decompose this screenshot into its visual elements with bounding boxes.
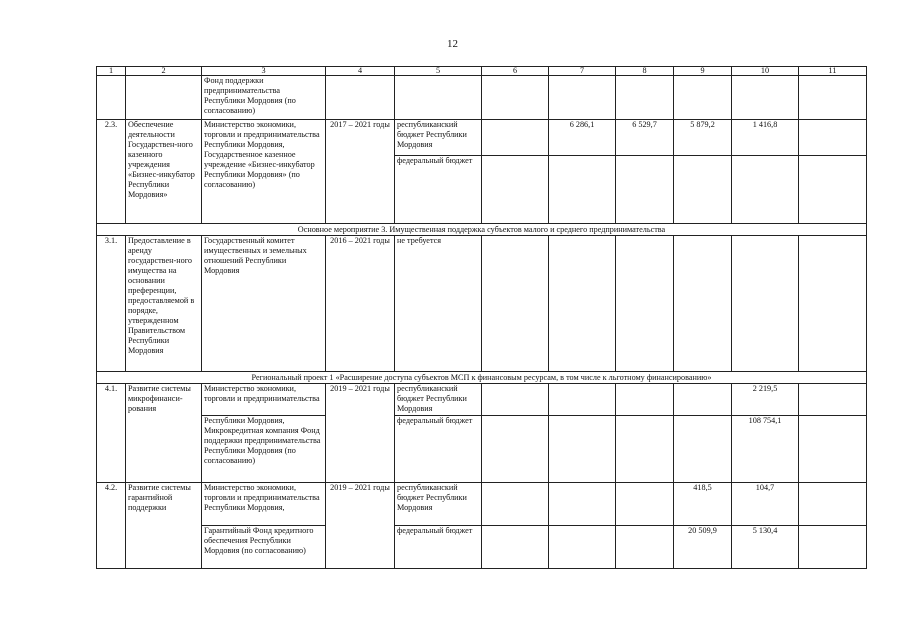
column-number: 7 (549, 67, 616, 76)
amount-cell: 2 219,5 (732, 384, 799, 416)
row-number: 3.1. (97, 236, 126, 372)
funding-source: не требуется (395, 236, 482, 372)
column-number: 10 (732, 67, 799, 76)
amount-cell: 20 509,9 (674, 526, 732, 569)
column-number: 4 (326, 67, 395, 76)
row-number: 4.2. (97, 483, 126, 569)
funding-source: федеральный бюджет (395, 416, 482, 483)
column-number: 2 (126, 67, 202, 76)
amount-cell: 108 754,1 (732, 416, 799, 483)
table-row (97, 483, 867, 526)
period-cell: 2019 – 2021 годы (326, 384, 395, 483)
funding-source: республиканский бюджет Республики Мордовия (395, 384, 482, 416)
executor-cell: Министерство экономики, торговли и предпринимательства (202, 384, 326, 416)
section-heading: Региональный проект 1 «Расширение доступа субъектов МСП к финансовым ресурсам, в том числе к льготному финансированию» (97, 372, 867, 384)
amount-cell: 6 286,1 (549, 120, 616, 156)
executor-cell: Министерство экономики, торговли и предпринимательства Республики Мордовия, (202, 483, 326, 526)
executor-cell: Государственный комитет имущественных и земельных отношений Республики Мордовия (202, 236, 326, 372)
table-row (97, 120, 867, 156)
section-row (97, 224, 867, 236)
funding-source: республиканский бюджет Республики Мордовия (395, 120, 482, 156)
activity-name: Развитие системы гарантийной поддержки (126, 483, 202, 569)
amount-cell: 6 529,7 (616, 120, 674, 156)
period-cell: 2019 – 2021 годы (326, 483, 395, 569)
activity-name: Предоставление в аренду государствен-ного имущества на основании преференции, предоставляемой в порядке, утвержденном Правительством Республики Мордовия (126, 236, 202, 372)
row-number: 2.3. (97, 120, 126, 224)
table-row (97, 416, 867, 483)
column-number: 1 (97, 67, 126, 76)
table-row (97, 384, 867, 416)
column-number: 8 (616, 67, 674, 76)
column-number: 9 (674, 67, 732, 76)
table-row (97, 76, 867, 120)
executor-cell: Гарантийный Фонд кредитного обеспечения Республики Мордовия (по согласованию) (202, 526, 326, 569)
column-number: 11 (799, 67, 867, 76)
funding-source: республиканский бюджет Республики Мордовия (395, 483, 482, 526)
executor-cell: Республики Мордовия, Микрокредитная компания Фонд поддержки предпринимательства Республики Мордовия (по согласованию) (202, 416, 326, 483)
executor-cell: Министерство экономики, торговли и предпринимательства Республики Мордовия, Государственное казенное учреждение «Бизнес-инкубатор Республики Мордовия» (по согласованию) (202, 120, 326, 224)
column-number: 6 (482, 67, 549, 76)
column-number-row (97, 67, 867, 76)
section-heading: Основное мероприятие 3. Имущественная поддержка субъектов малого и среднего предпринимательства (97, 224, 867, 236)
column-number: 3 (202, 67, 326, 76)
table-row (97, 526, 867, 569)
activity-name: Развитие системы микрофинанси-рования (126, 384, 202, 483)
budget-table (96, 66, 867, 569)
funding-source: федеральный бюджет (395, 526, 482, 569)
executor-cell: Фонд поддержки предпринимательства Республики Мордовия (по согласованию) (202, 76, 326, 120)
section-row (97, 372, 867, 384)
period-cell: 2017 – 2021 годы (326, 120, 395, 224)
page-number: 12 (447, 38, 458, 50)
amount-cell: 5 879,2 (674, 120, 732, 156)
table-row (97, 236, 867, 372)
row-number: 4.1. (97, 384, 126, 483)
amount-cell: 104,7 (732, 483, 799, 526)
activity-name: Обеспечение деятельности Государствен-ного казенного учреждения «Бизнес-инкубатор Республики Мордовия» (126, 120, 202, 224)
amount-cell: 418,5 (674, 483, 732, 526)
amount-cell: 1 416,8 (732, 120, 799, 156)
period-cell: 2016 – 2021 годы (326, 236, 395, 372)
funding-source: федеральный бюджет (395, 156, 482, 224)
column-number: 5 (395, 67, 482, 76)
amount-cell: 5 130,4 (732, 526, 799, 569)
